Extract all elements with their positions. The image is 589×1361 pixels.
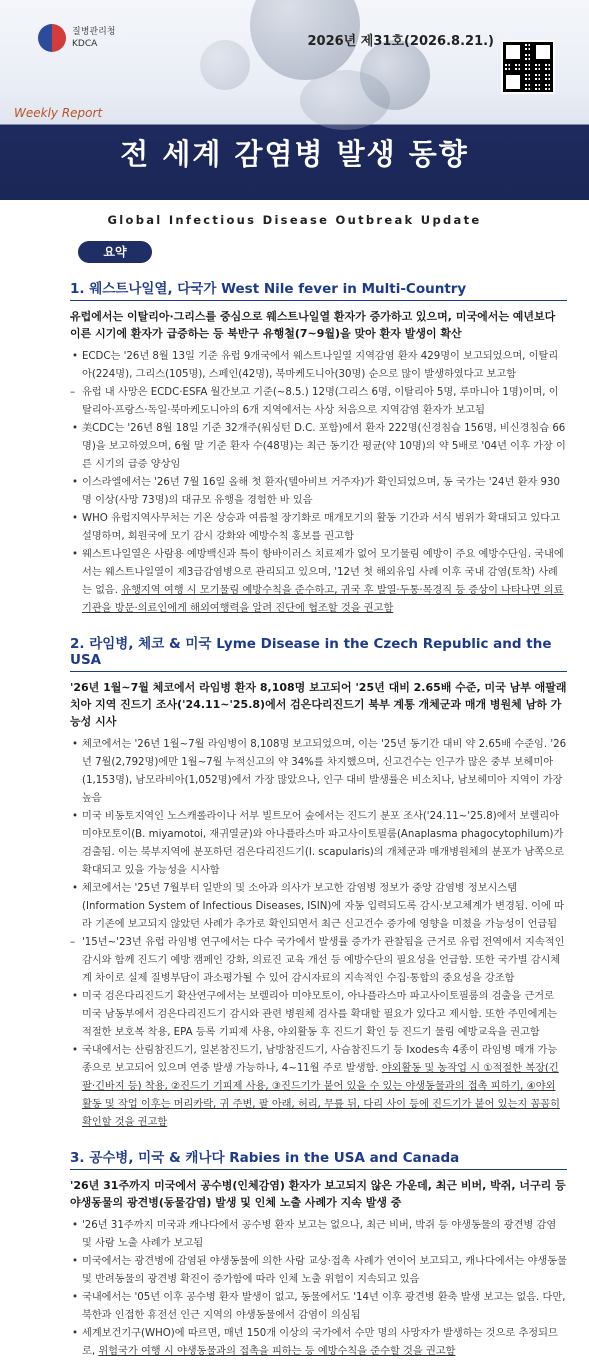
list-item-text: 이스라엘에서는 '26년 7월 16일 올해 첫 환자(텔아비브 거주자)가 확인되었으며, 동 국가는 '24년 환자 930명 이상(사망 73명)의 대규모 유행을 경험한 바 있음 [82,477,560,506]
list-item-text: 미국 비동토지역인 노스캐롤라이나 서부 빌트모어 숲에서는 진드기 분포 조사('24.11~'25.8)에서 보렐리아 미야모토이(B. miyamotoi, 재귀열균)와 아나플라스마 파고사이토필룸(Anaplasma phagocytophilum)가 검출됨. 이는 북부지역에 분포하던 검은다리진드기(I. scapularis)의 개체군과 매개병원체의 분포가 남쪽으로 확대되고 있을 가능성을 시사함 [82,811,564,876]
list-item [70,1042,567,1132]
recommendation-text: 위험국가 여행 시 야생동물과의 접촉을 피하는 등 예방수칙을 준수할 것을 권고함 [98,1346,456,1357]
agency-name: 질병관리청 [72,27,116,37]
list-item [70,348,567,384]
list-item-text: ECDC는 '26년 8월 13일 기준 유럽 9개국에서 웨스트나일열 지역감염 환자 429명이 보고되었으며, 이탈리아(224명), 그리스(105명), 스페인(42명), 북마케도니아(30명) 순으로 많이 발생하였다고 보고함 [82,351,559,380]
section-lead: '26년 1월~7월 체코에서 라임병 환자 8,108명 보고되어 '25년 대비 2.65배 수준, 미국 남부 애팔래치아 지역 진드기 조사('24.11~'25.8)에서 검은다리진드기 북부 계통 개체군과 매개 병원체 남하 가능성 시사 [70,681,567,728]
page-title: 전 세계 감염병 발생 동향 [120,137,469,171]
header-banner [0,0,589,200]
list-item [70,988,567,1042]
bullet-list [70,736,567,1132]
list-item-text: '26년 31주까지 미국과 캐나다에서 공수병 환자 보고는 없으나, 최근 비버, 박쥐 등 야생동물의 광견병 감염 및 사람 노출 사례가 보고됨 [82,1220,557,1249]
summary-section [70,277,567,618]
section-heading: 2. 라임병, 체코 & 미국 Lyme Disease in the Czech Republic and the USA [70,632,567,672]
summary-section [70,1146,567,1361]
list-item [70,384,567,420]
recommendation-text: 유행지역 여행 시 모기물림 예방수칙을 준수하고, 귀국 후 발열·두통·목경직 등 증상이 나타나면 의료기관을 방문·의료인에게 해외여행력을 알려 진단에 협조할 것을 권고함 [82,585,564,614]
list-item-text: 웨스트나일열은 사람용 예방백신과 특이 항바이러스 치료제가 없어 모기물림 예방이 주요 예방수단임. 국내에서는 웨스트나일열이 제3급감염병으로 관리되고 있으며, '12년 첫 해외유입 사례 이후 국내 감염(토착) 사례는 없음. [82,549,564,596]
list-item [70,808,567,880]
list-item-text: 국내에서는 '05년 이후 공수병 환자 발생이 없고, 동물에서도 '14년 이후 광견병 환축 발생 보고는 없음. 다만, 북한과 인접한 휴전선 인근 지역의 야생동물에서 감염이 의심됨 [82,1292,566,1321]
summary-section [70,632,567,1132]
virus-illustration [200,40,250,90]
qr-code-icon[interactable] [501,40,555,94]
list-item [70,510,567,546]
kdca-emblem-icon [38,24,66,52]
agency-logo [38,24,115,52]
agency-abbr: KDCA [72,39,98,49]
list-item-text: 체코에서는 '26년 1월~7월 라임병이 8,108명 보고되었으며, 이는 '25년 동기간 대비 약 2.65배 수준임. '26년 7월(2,792명)에만 1월~7월 누적신고의 약 34%를 차지했으며, 신고건수는 인구가 많은 중부 보헤미아(1,153명), 남모라비아(1,052명)에서 가장 많았으나, 인구 대비 발생률은 비소치나, 남보헤미아 지역이 가장 높음 [82,739,567,804]
list-item [70,546,567,618]
list-item [70,880,567,934]
list-item [70,934,567,988]
virus-illustration [300,70,390,130]
list-item-text: 미국에서는 광견병에 감염된 야생동물에 의한 사람 교상·접촉 사례가 연이어 보고되고, 캐나다에서는 야생동물 및 반려동물의 광견병 확진이 증가함에 따라 인체 노출 위험이 지속되고 있음 [82,1256,567,1285]
list-item-text: 미국 검은다리진드기 확산연구에서는 보렐리아 미야모토이, 아나플라스마 파고사이토필룸의 검출을 근거로 미국 남동부에서 검은다리진드기 감시와 관련 병원체 검사를 확대할 필요가 있다고 제시함. 또한 주민에게는 적절한 보호복 착용, EPA 등록 기피제 사용, 야외활동 후 진드기 확인 등 진드기 물림 예방교육을 권고함 [82,991,558,1038]
list-item-text: 세계보건기구(WHO)에 따르면, 매년 150개 이상의 국가에서 수만 명의 사망자가 발생하는 것으로 추정되므로, [82,1328,558,1357]
list-item [70,1217,567,1253]
list-item [70,1325,567,1361]
section-heading: 3. 공수병, 미국 & 캐나다 Rabies in the USA and Canada [70,1146,567,1170]
list-item-text: 국내에서는 산림참진드기, 일본참진드기, 남방참진드기, 사슴참진드기 등 Ixodes속 4종이 라임병 매개 가능종으로 보고되어 있으며 연중 발생 가능하나, 4~11월 주로 발생함. [82,1045,558,1074]
list-item [70,1289,567,1325]
series-label: Weekly Report [14,106,103,120]
list-item [70,1253,567,1289]
list-item [70,736,567,808]
recommendation-text: 야외활동 및 농작업 시 ①적절한 복장(긴팔·긴바지 등) 착용, ②진드기 기피제 사용, ③진드기가 붙어 있을 수 있는 야생동물과의 접촉 피하기, ④야외 활동 및 작업 이후는 머리카락, 귀 주변, 팔 아래, 허리, 무릎 뒤, 다리 사이 등에 진드기가 붙어 있는지 꼼꼼히 확인할 것을 권고함 [82,1063,560,1128]
list-item [70,474,567,510]
list-item-text: WHO 유럽지역사무처는 기온 상승과 여름철 장기화로 매개모기의 활동 기간과 서식 범위가 확대되고 있다고 설명하며, 회원국에 모기 감시 강화와 예방수칙 홍보를 권고함 [82,513,560,542]
list-item-text: 체코에서는 '25년 7월부터 일반의 및 소아과 의사가 보고한 감염병 정보가 중앙 감염병 정보시스템(Information System of Infectious Diseases, ISIN)에 자동 입력되도록 감시·보고체계가 변경됨. 이에 따라 기존에 보고되지 않았던 사례가 추가로 확인되면서 최근 신고건수 증가에 영향을 미쳤을 가능성이 언급됨 [82,883,564,930]
summary-badge: 요약 [78,241,152,263]
list-item [70,420,567,474]
list-item-text: '15년~'23년 유럽 라임병 연구에서는 다수 국가에서 발생률 증가가 관찰됨을 근거로 유럽 전역에서 지속적인 감시와 함께 진드기 예방 캠페인 강화, 의료진 교육 개선 등 예방수단의 필요성을 언급함. 또한 국가별 감시체계 차이로 실제 질병부담이 과소평가될 수 있어 감시자료의 지속적인 수집·통합의 중요성을 강조함 [82,937,565,984]
section-lead: 유럽에서는 이탈리아·그리스를 중심으로 웨스트나일열 환자가 증가하고 있으며, 미국에서는 예년보다 이른 시기에 환자가 급증하는 등 북반구 유행철(7~9월)을 맞아 환자 발생이 확산 [70,310,556,340]
section-heading: 1. 웨스트나일열, 다국가 West Nile fever in Multi-Country [70,277,567,301]
bullet-list [70,348,567,618]
bullet-list [70,1217,567,1361]
issue-number: 2026년 제31호(2026.8.21.) [307,34,494,49]
page-subtitle: Global Infectious Disease Outbreak Update [107,213,482,227]
list-item-text: 美CDC는 '26년 8월 18일 기준 32개주(워싱턴 D.C. 포함)에서 환자 222명(신경침습 156명, 비신경침습 66명)을 보고하였으며, 6월 말 기준 환자 수(48명)는 최근 동기간 평균(약 10명)의 약 5배로 '04년 이후 가장 이른 시기의 급증 양상임 [82,423,566,470]
section-lead: '26년 31주까지 미국에서 공수병(인체감염) 환자가 보고되지 않은 가운데, 최근 비버, 박쥐, 너구리 등 야생동물의 광견병(동물감염) 발생 및 인체 노출 사례가 지속 발생 중 [70,1179,566,1209]
list-item-text: 유럽 내 사망은 ECDC·ESFA 월간보고 기준(~8.5.) 12명(그리스 6명, 이탈리아 5명, 루마니아 1명)이며, 이탈리아·프랑스·독일·북마케도니아의 6개 지역에서는 사상 처음으로 지역감염 환자가 보고됨 [82,387,559,416]
